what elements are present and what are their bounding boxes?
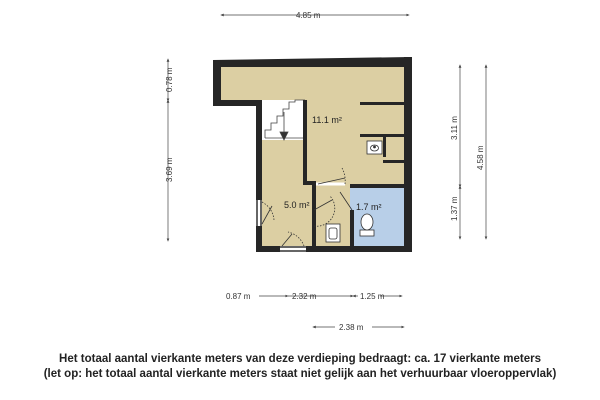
dim-right-total: 4.58 m (476, 145, 485, 170)
partition-1 (360, 102, 404, 105)
bottom-wall-2 (306, 246, 412, 252)
dim-bottom-total: 2.38 m (339, 323, 364, 332)
interior-wall-stairs (303, 100, 307, 183)
right-wall (404, 57, 412, 252)
partition-2 (360, 134, 404, 137)
left-lower-wall (256, 100, 262, 200)
toilet-top-wall (350, 184, 406, 188)
hall-area: 5.0 m² (284, 200, 310, 210)
main-room-area: 11.1 m² (312, 115, 342, 125)
dim-bottom-b: 2.32 m (292, 292, 317, 301)
stair-ledge-wall (213, 100, 262, 106)
toilet-area: 1.7 m² (356, 202, 382, 212)
dim-right-upper: 3.11 m (450, 116, 459, 140)
interior-wall-top (303, 181, 316, 185)
dim-left-upper: 0.78 m (165, 67, 174, 92)
partition-4 (383, 160, 404, 163)
bottom-wall-1 (256, 246, 280, 252)
dim-bottom-c: 1.25 m (360, 292, 385, 301)
partition-3 (383, 137, 386, 157)
dim-top-width: 4.85 m (296, 11, 321, 20)
toilet-icon (360, 214, 374, 236)
toilet-left-wall (350, 210, 354, 248)
footer-line-1: Het totaal aantal vierkante meters van deze verdieping bedraagt: ca. 17 vierkante meters (59, 353, 541, 365)
footer-line-2: (let op: het totaal aantal vierkante meters staat niet gelijk aan het verhuurbaar vloeroppervlak) (43, 368, 557, 380)
dim-bottom-a: 0.87 m (226, 292, 251, 301)
left-upper-wall (213, 60, 221, 106)
dim-right-lower: 1.37 m (450, 196, 459, 221)
sink-icon-hall (326, 224, 340, 242)
toilet-floor (352, 186, 404, 246)
top-wall (213, 57, 410, 67)
interior-wall-hall (312, 184, 316, 246)
footer-note (0, 352, 600, 382)
sink-icon (367, 141, 382, 154)
dim-left-lower: 3.69 m (165, 157, 174, 182)
